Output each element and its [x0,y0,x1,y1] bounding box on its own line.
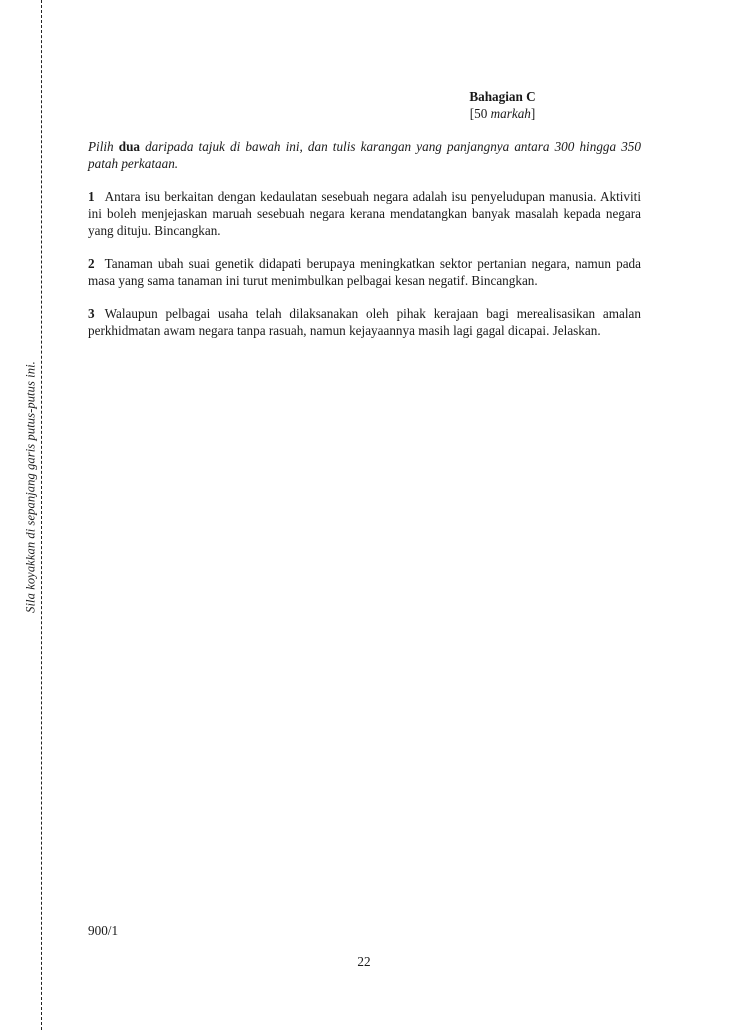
instruction-pre: Pilih [88,139,119,154]
section-marks [364,105,641,122]
marks-close: ] [530,106,536,121]
page-number: 22 [357,954,371,969]
question-text: Antara isu berkaitan dengan kedaulatan sesebuah negara adalah isu penyeludupan manusia. Aktiviti ini boleh menjejaskan maruah sesebuah negara kerana mendatangkan banyak masalah kepada negara yang dituju. Bincangkan. [88,189,641,238]
tear-instruction-text: Sila koyakkan di sepanjang garis putus-putus ini. [23,361,38,613]
instruction-post: daripada tajuk di bawah ini, dan tulis karangan yang panjangnya antara 300 hingga 350 patah perkataan. [88,139,641,171]
question-3 [88,305,641,339]
question-number: 3 [88,306,95,321]
tear-here-dashed-line [41,0,42,1030]
exam-page-content [88,88,641,339]
question-number: 1 [88,189,95,204]
section-header [88,88,641,122]
question-1 [88,188,641,239]
paper-code: 900/1 [88,923,119,938]
instruction-bold-word: dua [118,139,140,154]
marks-open: [50 [469,106,491,121]
question-2 [88,255,641,289]
marks-word: markah [490,106,531,121]
question-number: 2 [88,256,95,271]
question-text: Walaupun pelbagai usaha telah dilaksanakan oleh pihak kerajaan bagi merealisasikan amalan perkhidmatan awam negara tanpa rasuah, namun kejayaannya masih lagi gagal dicapai. Jelaskan. [88,306,641,338]
section-title: Bahagian C [469,89,536,104]
question-text: Tanaman ubah suai genetik didapati berupaya meningkatkan sektor pertanian negara, namun pada masa yang sama tanaman ini turut menimbulkan pelbagai kesan negatif. Bincangkan. [88,256,641,288]
instruction-paragraph [88,138,641,172]
